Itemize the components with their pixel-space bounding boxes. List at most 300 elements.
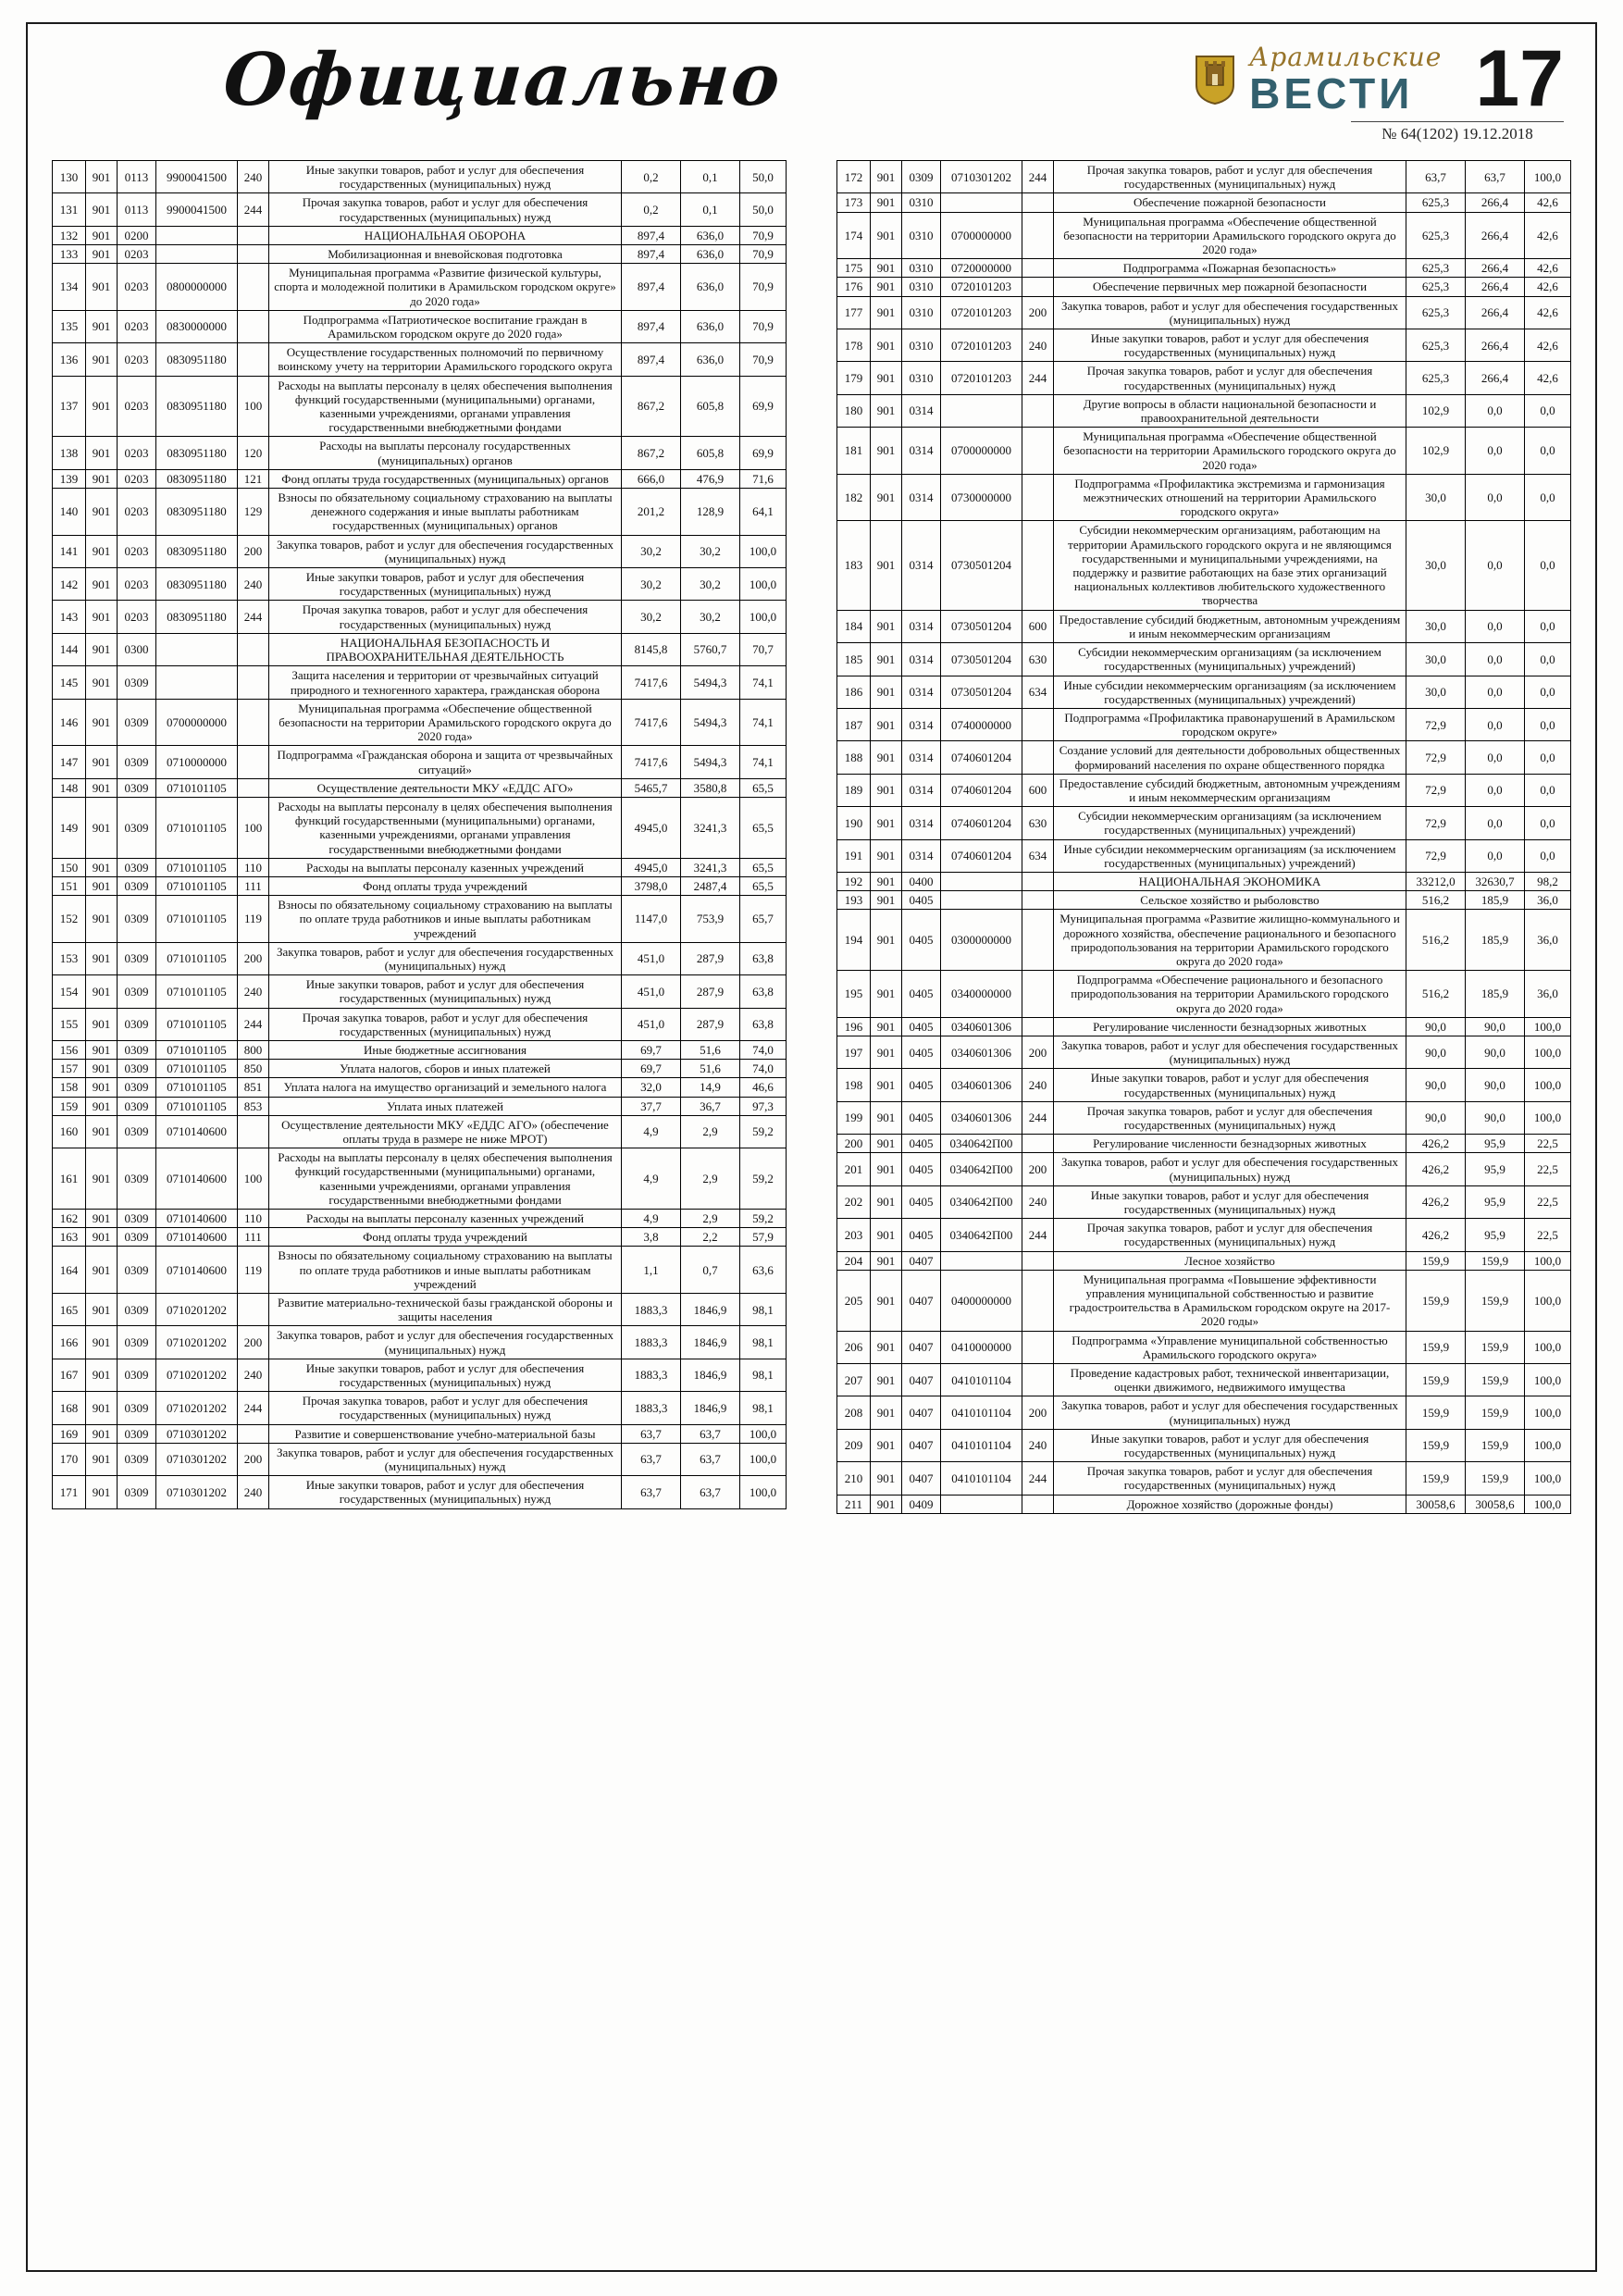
fact-value: 605,8 (681, 376, 740, 437)
fact-value: 0,0 (1466, 807, 1525, 839)
row-num: 189 (837, 774, 871, 806)
right-column (836, 160, 1571, 1514)
target-article-code: 0340642П00 (941, 1219, 1022, 1251)
plan-value: 516,2 (1406, 891, 1466, 910)
target-article-code: 0410101104 (941, 1396, 1022, 1429)
section-code: 0314 (902, 708, 941, 740)
section-code: 0113 (118, 161, 156, 193)
section-code: 0309 (118, 1060, 156, 1078)
row-num: 205 (837, 1270, 871, 1331)
section-code: 0203 (118, 245, 156, 264)
target-article-code: 0730501204 (941, 610, 1022, 642)
row-num: 173 (837, 193, 871, 212)
target-article-code: 0410000000 (941, 1331, 1022, 1363)
expense-name: НАЦИОНАЛЬНАЯ БЕЗОПАСНОСТЬ И ПРАВООХРАНИТЕЛЬНАЯ ДЕЯТЕЛЬНОСТЬ (269, 633, 622, 665)
plan-value: 63,7 (622, 1424, 681, 1443)
grbs-code: 901 (871, 1135, 902, 1153)
fact-value: 90,0 (1466, 1036, 1525, 1068)
expense-name: Муниципальная программа «Обеспечение общественной безопасности на территории Арамильского городского округа до 2020 года» (1054, 212, 1406, 259)
row-num: 140 (53, 489, 86, 536)
grbs-code: 901 (871, 1270, 902, 1331)
grbs-code: 901 (86, 376, 118, 437)
fact-value: 1846,9 (681, 1326, 740, 1359)
plan-value: 30,0 (1406, 676, 1466, 708)
grbs-code: 901 (86, 1294, 118, 1326)
expense-type-code: 244 (1022, 1462, 1054, 1495)
grbs-code: 901 (86, 746, 118, 778)
plan-value: 72,9 (1406, 774, 1466, 806)
expense-name: Предоставление субсидий бюджетным, автономным учреждениям и иным некоммерческим организациям (1054, 610, 1406, 642)
expense-name: Закупка товаров, работ и услуг для обеспечения государственных (муниципальных) нужд (1054, 1036, 1406, 1068)
expense-type-code (238, 1115, 269, 1148)
fact-value: 159,9 (1466, 1462, 1525, 1495)
expense-type-code (238, 245, 269, 264)
target-article-code (941, 394, 1022, 427)
fact-value: 287,9 (681, 942, 740, 974)
grbs-code: 901 (86, 1392, 118, 1424)
plan-value: 3798,0 (622, 876, 681, 895)
expense-type-code (1022, 891, 1054, 910)
percent-value: 74,1 (740, 746, 787, 778)
grbs-code: 901 (871, 1036, 902, 1068)
expense-name: Фонд оплаты труда учреждений (269, 1228, 622, 1247)
fact-value: 3241,3 (681, 858, 740, 876)
plan-value: 451,0 (622, 975, 681, 1008)
percent-value: 98,1 (740, 1359, 787, 1391)
fact-value: 159,9 (1466, 1396, 1525, 1429)
plan-value: 72,9 (1406, 741, 1466, 774)
target-article-code: 0720101203 (941, 362, 1022, 394)
fact-value: 0,1 (681, 161, 740, 193)
expense-type-code: 600 (1022, 610, 1054, 642)
masthead (1194, 34, 1564, 143)
fact-value: 159,9 (1466, 1331, 1525, 1363)
fact-value: 605,8 (681, 437, 740, 469)
fact-value: 2,9 (681, 1210, 740, 1228)
fact-value: 0,7 (681, 1247, 740, 1294)
grbs-code: 901 (871, 521, 902, 610)
plan-value: 1147,0 (622, 896, 681, 943)
left-column (52, 160, 787, 1514)
expense-name: Уплата налога на имущество организаций и земельного налога (269, 1078, 622, 1097)
expense-type-code: 800 (238, 1040, 269, 1059)
page-header (43, 34, 1580, 153)
row-num: 207 (837, 1364, 871, 1396)
percent-value: 100,0 (1525, 1429, 1571, 1461)
table-row (53, 376, 787, 437)
grbs-code: 901 (86, 1148, 118, 1210)
plan-value: 897,4 (622, 310, 681, 342)
section-code: 0409 (902, 1495, 941, 1513)
expense-name: Иные закупки товаров, работ и услуг для обеспечения государственных (муниципальных) нужд (269, 975, 622, 1008)
fact-value: 90,0 (1466, 1017, 1525, 1036)
table-row (53, 1247, 787, 1294)
expense-type-code: 634 (1022, 676, 1054, 708)
percent-value: 59,2 (740, 1115, 787, 1148)
percent-value: 0,0 (1525, 394, 1571, 427)
fact-value: 1846,9 (681, 1359, 740, 1391)
row-num: 199 (837, 1101, 871, 1134)
target-article-code: 0710101105 (156, 1078, 238, 1097)
expense-type-code (238, 264, 269, 311)
expense-name: НАЦИОНАЛЬНАЯ ЭКОНОМИКА (1054, 872, 1406, 890)
section-code: 0314 (902, 610, 941, 642)
target-article-code: 0710301202 (156, 1476, 238, 1508)
expense-name: Закупка товаров, работ и услуг для обеспечения государственных (муниципальных) нужд (1054, 1153, 1406, 1185)
target-article-code: 0410101104 (941, 1429, 1022, 1461)
fact-value: 128,9 (681, 489, 740, 536)
plan-value: 897,4 (622, 343, 681, 376)
expense-type-code: 200 (238, 535, 269, 567)
table-row (837, 394, 1571, 427)
section-code: 0203 (118, 310, 156, 342)
plan-value: 159,9 (1406, 1396, 1466, 1429)
grbs-code: 901 (871, 193, 902, 212)
row-num: 192 (837, 872, 871, 890)
section-code: 0203 (118, 437, 156, 469)
table-row (837, 807, 1571, 839)
expense-name: Иные закупки товаров, работ и услуг для обеспечения государственных (муниципальных) нужд (1054, 329, 1406, 362)
row-num: 202 (837, 1185, 871, 1218)
expense-name: Осуществление деятельности МКУ «ЕДДС АГО» (обеспечение оплаты труда в размере не ниже МРОТ) (269, 1115, 622, 1148)
percent-value: 42,6 (1525, 212, 1571, 259)
section-code: 0309 (118, 666, 156, 699)
table-row (837, 910, 1571, 971)
grbs-code: 901 (86, 437, 118, 469)
grbs-code: 901 (871, 708, 902, 740)
plan-value: 625,3 (1406, 193, 1466, 212)
fact-value: 0,0 (1466, 676, 1525, 708)
page-number: 17 (1475, 34, 1564, 124)
section-code: 0314 (902, 774, 941, 806)
expense-type-code (1022, 1017, 1054, 1036)
section-code: 0400 (902, 872, 941, 890)
target-article-code: 0710101105 (156, 1097, 238, 1115)
row-num: 159 (53, 1097, 86, 1115)
plan-value: 5465,7 (622, 778, 681, 797)
target-article-code: 0710201202 (156, 1359, 238, 1391)
plan-value: 1883,3 (622, 1326, 681, 1359)
expense-type-code: 111 (238, 1228, 269, 1247)
target-article-code: 0410101104 (941, 1364, 1022, 1396)
section-code: 0407 (902, 1396, 941, 1429)
expense-type-code (1022, 910, 1054, 971)
target-article-code: 0830951180 (156, 568, 238, 601)
expense-type-code (1022, 1495, 1054, 1513)
plan-value: 4,9 (622, 1115, 681, 1148)
grbs-code: 901 (86, 601, 118, 633)
table-row (837, 329, 1571, 362)
table-row (53, 1115, 787, 1148)
plan-value: 625,3 (1406, 212, 1466, 259)
section-code: 0300 (118, 633, 156, 665)
grbs-code: 901 (871, 774, 902, 806)
table-row (837, 278, 1571, 296)
fact-value: 0,0 (1466, 610, 1525, 642)
grbs-code: 901 (871, 1251, 902, 1270)
expense-type-code (238, 778, 269, 797)
expense-name: Закупка товаров, работ и услуг для обеспечения государственных (муниципальных) нужд (269, 535, 622, 567)
section-code: 0314 (902, 394, 941, 427)
fact-value: 636,0 (681, 226, 740, 244)
section-code: 0405 (902, 1135, 941, 1153)
target-article-code: 0710101105 (156, 896, 238, 943)
target-article-code: 0710201202 (156, 1294, 238, 1326)
percent-value: 65,5 (740, 778, 787, 797)
plan-value: 0,2 (622, 161, 681, 193)
target-article-code: 0720101203 (941, 329, 1022, 362)
percent-value: 100,0 (1525, 1017, 1571, 1036)
section-code: 0200 (118, 226, 156, 244)
expense-type-code: 244 (1022, 1101, 1054, 1134)
percent-value: 100,0 (1525, 1462, 1571, 1495)
expense-name: Иные закупки товаров, работ и услуг для обеспечения государственных (муниципальных) нужд (269, 1476, 622, 1508)
expense-name: Подпрограмма «Гражданская оборона и защита от чрезвычайных ситуаций» (269, 746, 622, 778)
row-num: 145 (53, 666, 86, 699)
percent-value: 74,0 (740, 1060, 787, 1078)
grbs-code: 901 (871, 362, 902, 394)
grbs-code: 901 (871, 1396, 902, 1429)
target-article-code: 0830951180 (156, 343, 238, 376)
section-code: 0309 (118, 1392, 156, 1424)
issue-info: № 64(1202) 19.12.2018 (1351, 121, 1564, 143)
row-num: 170 (53, 1443, 86, 1475)
section-code: 0309 (118, 699, 156, 746)
percent-value: 74,1 (740, 699, 787, 746)
section-code: 0309 (118, 1476, 156, 1508)
grbs-code: 901 (86, 1326, 118, 1359)
fact-value: 266,4 (1466, 259, 1525, 278)
expense-type-code (1022, 428, 1054, 475)
section-code: 0314 (902, 521, 941, 610)
expense-name: НАЦИОНАЛЬНАЯ ОБОРОНА (269, 226, 622, 244)
expense-name: Расходы на выплаты персоналу государственных (муниципальных) органов (269, 437, 622, 469)
percent-value: 98,1 (740, 1326, 787, 1359)
percent-value: 36,0 (1525, 891, 1571, 910)
table-row (837, 1219, 1571, 1251)
plan-value: 63,7 (1406, 161, 1466, 193)
table-row (837, 1331, 1571, 1363)
expense-name: Взносы по обязательному социальному страхованию на выплаты по оплате труда работников и иные выплаты работникам учреждений (269, 1247, 622, 1294)
target-article-code: 0740601204 (941, 741, 1022, 774)
grbs-code: 901 (86, 1359, 118, 1391)
table-row (837, 839, 1571, 872)
grbs-code: 901 (86, 264, 118, 311)
percent-value: 100,0 (1525, 1270, 1571, 1331)
row-num: 131 (53, 193, 86, 226)
percent-value: 65,5 (740, 858, 787, 876)
expense-name: Субсидии некоммерческим организациям (за исключением государственных (муниципальных) учреждений) (1054, 643, 1406, 676)
row-num: 162 (53, 1210, 86, 1228)
plan-value: 7417,6 (622, 746, 681, 778)
fact-value: 0,0 (1466, 774, 1525, 806)
percent-value: 69,9 (740, 437, 787, 469)
expense-type-code (238, 226, 269, 244)
target-article-code: 0340642П00 (941, 1185, 1022, 1218)
expense-name: Расходы на выплаты персоналу казенных учреждений (269, 858, 622, 876)
coat-of-arms-icon (1194, 54, 1236, 105)
target-article-code: 0710101105 (156, 858, 238, 876)
row-num: 200 (837, 1135, 871, 1153)
expense-name: Иные субсидии некоммерческим организациям (за исключением государственных (муниципальных) учреждений) (1054, 676, 1406, 708)
table-row (837, 259, 1571, 278)
expense-name: Иные закупки товаров, работ и услуг для обеспечения государственных (муниципальных) нужд (1054, 1185, 1406, 1218)
plan-value: 159,9 (1406, 1364, 1466, 1396)
expense-name: Предоставление субсидий бюджетным, автономным учреждениям и иным некоммерческим организациям (1054, 774, 1406, 806)
plan-value: 516,2 (1406, 910, 1466, 971)
row-num: 168 (53, 1392, 86, 1424)
table-row (837, 1101, 1571, 1134)
table-row (837, 774, 1571, 806)
plan-value: 30,0 (1406, 521, 1466, 610)
section-code: 0309 (118, 1443, 156, 1475)
expense-type-code: 850 (238, 1060, 269, 1078)
expense-type-code: 110 (238, 1210, 269, 1228)
grbs-code: 901 (871, 474, 902, 521)
expense-type-code: 119 (238, 896, 269, 943)
plan-value: 32,0 (622, 1078, 681, 1097)
row-num: 163 (53, 1228, 86, 1247)
grbs-code: 901 (86, 1008, 118, 1040)
percent-value: 0,0 (1525, 676, 1571, 708)
section-code: 0405 (902, 910, 941, 971)
fact-value: 30,2 (681, 535, 740, 567)
expense-name: Уплата налогов, сборов и иных платежей (269, 1060, 622, 1078)
expense-name: Муниципальная программа «Обеспечение общественной безопасности на территории Арамильского городского округа до 2020 года» (269, 699, 622, 746)
target-article-code (156, 633, 238, 665)
percent-value: 22,5 (1525, 1135, 1571, 1153)
table-row (53, 942, 787, 974)
plan-value: 90,0 (1406, 1017, 1466, 1036)
table-row (53, 1097, 787, 1115)
grbs-code: 901 (871, 212, 902, 259)
fact-value: 266,4 (1466, 212, 1525, 259)
table-row (53, 896, 787, 943)
grbs-code: 901 (86, 226, 118, 244)
table-row (837, 1495, 1571, 1513)
page-border-frame (26, 22, 1597, 2272)
plan-value: 625,3 (1406, 278, 1466, 296)
expense-name: Взносы по обязательному социальному страхованию на выплаты по оплате труда работников и иные выплаты работникам учреждений (269, 896, 622, 943)
expense-type-code: 244 (238, 601, 269, 633)
fact-value: 753,9 (681, 896, 740, 943)
expense-name: Муниципальная программа «Развитие физической культуры, спорта и молодежной политики в Арамильском городском округе» до 2020 года» (269, 264, 622, 311)
expense-type-code: 200 (1022, 1036, 1054, 1068)
expense-type-code: 240 (238, 1476, 269, 1508)
row-num: 165 (53, 1294, 86, 1326)
brand-block (1249, 42, 1443, 118)
table-row (53, 1008, 787, 1040)
fact-value: 159,9 (1466, 1251, 1525, 1270)
row-num: 150 (53, 858, 86, 876)
budget-table-left-body (53, 161, 787, 1509)
target-article-code: 0700000000 (941, 428, 1022, 475)
row-num: 183 (837, 521, 871, 610)
expense-type-code: 851 (238, 1078, 269, 1097)
row-num: 157 (53, 1060, 86, 1078)
expense-name: Взносы по обязательному социальному страхованию на выплаты денежного содержания и иные выплаты работникам государственных (муниципальных) органов (269, 489, 622, 536)
expense-type-code (1022, 971, 1054, 1018)
expense-name: Фонд оплаты труда учреждений (269, 876, 622, 895)
percent-value: 100,0 (740, 601, 787, 633)
row-num: 164 (53, 1247, 86, 1294)
section-code: 0309 (118, 1359, 156, 1391)
fact-value: 0,0 (1466, 521, 1525, 610)
target-article-code: 0720000000 (941, 259, 1022, 278)
expense-type-code (1022, 741, 1054, 774)
plan-value: 30,0 (1406, 643, 1466, 676)
expense-name: Дорожное хозяйство (дорожные фонды) (1054, 1495, 1406, 1513)
target-article-code: 0710301202 (156, 1443, 238, 1475)
row-num: 149 (53, 797, 86, 858)
grbs-code: 901 (871, 1331, 902, 1363)
section-title: Официально (220, 38, 785, 122)
target-article-code: 0300000000 (941, 910, 1022, 971)
plan-value: 4,9 (622, 1210, 681, 1228)
section-code: 0309 (118, 896, 156, 943)
grbs-code: 901 (871, 839, 902, 872)
table-row (837, 474, 1571, 521)
expense-type-code (1022, 521, 1054, 610)
percent-value: 70,9 (740, 310, 787, 342)
row-num: 184 (837, 610, 871, 642)
row-num: 161 (53, 1148, 86, 1210)
expense-name: Сельское хозяйство и рыболовство (1054, 891, 1406, 910)
fact-value: 5494,3 (681, 746, 740, 778)
target-article-code: 0800000000 (156, 264, 238, 311)
grbs-code: 901 (86, 896, 118, 943)
grbs-code: 901 (871, 161, 902, 193)
table-row (837, 1251, 1571, 1270)
grbs-code: 901 (871, 329, 902, 362)
table-row (53, 161, 787, 193)
expense-type-code: 244 (238, 1392, 269, 1424)
target-article-code: 0720101203 (941, 278, 1022, 296)
row-num: 132 (53, 226, 86, 244)
table-row (837, 1396, 1571, 1429)
table-row (837, 1135, 1571, 1153)
percent-value: 0,0 (1525, 741, 1571, 774)
expense-name: Иные субсидии некоммерческим организациям (за исключением государственных (муниципальных) учреждений) (1054, 839, 1406, 872)
target-article-code: 0340642П00 (941, 1153, 1022, 1185)
target-article-code: 0710000000 (156, 746, 238, 778)
fact-value: 5494,3 (681, 666, 740, 699)
plan-value: 7417,6 (622, 666, 681, 699)
section-code: 0310 (902, 259, 941, 278)
plan-value: 72,9 (1406, 807, 1466, 839)
expense-type-code (238, 1294, 269, 1326)
table-row (53, 601, 787, 633)
target-article-code: 0710101105 (156, 876, 238, 895)
grbs-code: 901 (86, 161, 118, 193)
grbs-code: 901 (86, 699, 118, 746)
expense-type-code (1022, 1135, 1054, 1153)
section-code: 0309 (118, 778, 156, 797)
plan-value: 451,0 (622, 1008, 681, 1040)
section-code: 0314 (902, 643, 941, 676)
brand-name-text: ВЕСТИ (1249, 69, 1414, 118)
grbs-code: 901 (871, 1462, 902, 1495)
row-num: 137 (53, 376, 86, 437)
section-code: 0309 (118, 975, 156, 1008)
section-code: 0405 (902, 1069, 941, 1101)
row-num: 169 (53, 1424, 86, 1443)
expense-type-code: 240 (1022, 329, 1054, 362)
grbs-code: 901 (871, 428, 902, 475)
grbs-code: 901 (86, 1210, 118, 1228)
grbs-code: 901 (86, 245, 118, 264)
expense-type-code: 111 (238, 876, 269, 895)
